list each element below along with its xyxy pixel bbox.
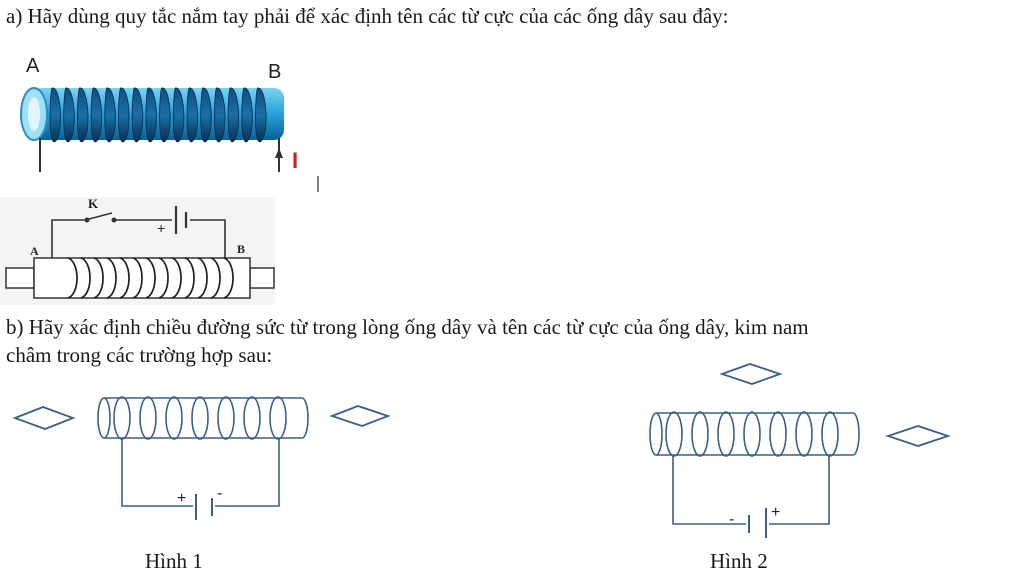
figure2-switch-pivot	[85, 218, 90, 223]
question-a: a) Hãy dùng quy tắc nắm tay phải để xác định tên các từ cực của các ống dây sau đây:	[6, 4, 729, 28]
figure2-switch-contact	[112, 218, 117, 223]
hinh2-minus-label: -	[729, 511, 735, 528]
figure1-current-label: I	[292, 148, 299, 173]
question-b-line2: châm trong các trường hợp sau:	[6, 343, 273, 367]
caption-hinh1: Hình 1	[145, 549, 203, 573]
figure1-label-b: B	[268, 61, 282, 83]
hinh1-needle-left	[15, 407, 73, 429]
figure2-switch-label: K	[88, 196, 99, 211]
figure2-core-right	[250, 268, 274, 288]
hinh2-plus-label: +	[771, 504, 781, 521]
hinh1-minus-label: -	[217, 485, 223, 502]
figure2-circuit	[0, 196, 275, 305]
figure1-tube-hole	[28, 97, 40, 131]
hinh2-diagram	[650, 364, 948, 538]
hinh1-needle-right	[332, 406, 388, 426]
hinh2-wire-left	[673, 455, 746, 524]
figure1-label-a: A	[26, 55, 40, 77]
hinh2-needle-top	[722, 364, 780, 384]
hinh2-tube-end	[650, 413, 662, 455]
question-b-line1: b) Hãy xác định chiều đường sức từ trong lòng ống dây và tên các từ cực của ống dây, kim nam	[6, 315, 809, 339]
figure1-solenoid	[21, 55, 318, 192]
figure2-plus-label: +	[157, 220, 166, 236]
hinh2-needle-right	[888, 426, 948, 446]
hinh1-plus-label: +	[177, 490, 187, 507]
caption-hinh2: Hình 2	[710, 549, 768, 573]
hinh1-wire-right	[215, 438, 279, 506]
hinh1-tube-end	[98, 398, 110, 438]
figure1-current-arrow	[275, 148, 283, 158]
figure2-core-left	[6, 268, 34, 288]
figure2-label-b: B	[237, 242, 246, 256]
figure2-label-a: A	[30, 244, 39, 258]
hinh1-diagram	[15, 397, 388, 520]
